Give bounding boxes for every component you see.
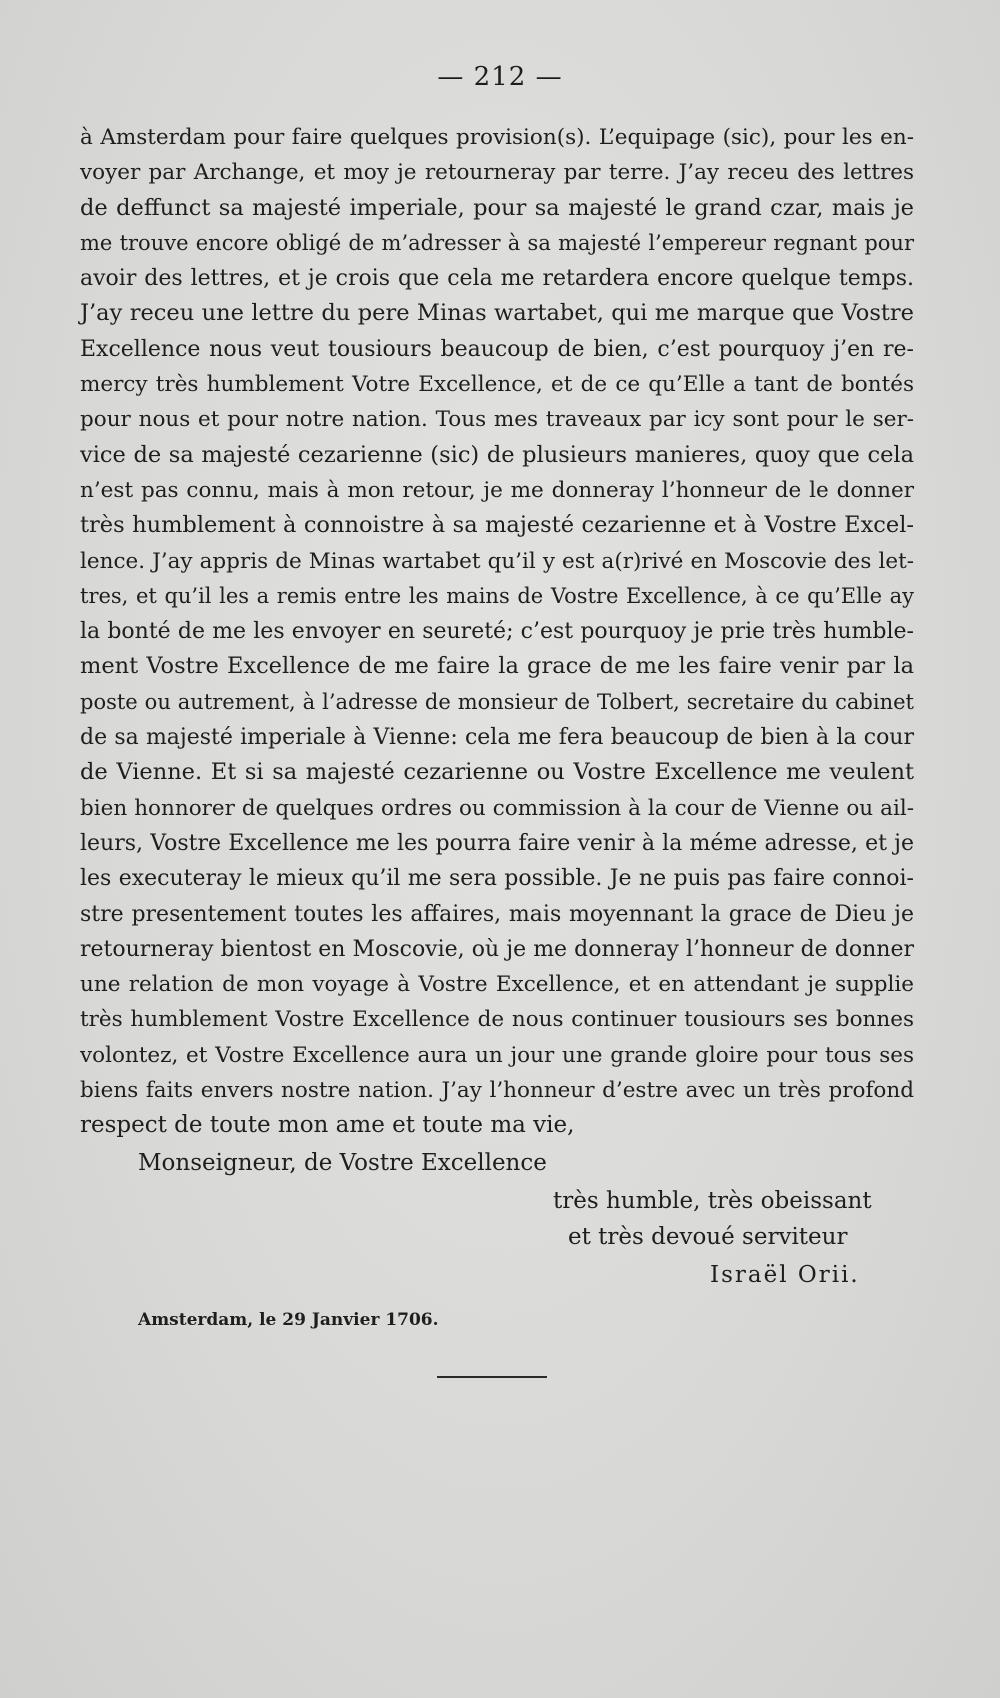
text-line: leurs, Vostre Excellence me les pourra faire venir à la méme adresse, et je: [80, 830, 914, 856]
text-line: biens faits envers nostre nation. J’ay l’honneur d’estre avec un très profond: [80, 1078, 914, 1104]
text-line: stre presentement toutes les affaires, mais moyennant la grace de Dieu je: [80, 901, 914, 927]
text-line: avoir des lettres, et je crois que cela me retardera encore quelque temps.: [80, 266, 914, 292]
text-line: mercy très humblement Votre Excellence, et de ce qu’Elle a tant de bontés: [80, 372, 914, 398]
end-rule: [437, 1376, 547, 1378]
text-line: pour nous et pour notre nation. Tous mes traveaux par icy sont pour le ser-: [80, 407, 914, 433]
text-line: voyer par Archange, et moy je retourneray par terre. J’ay receu des lettres: [80, 160, 914, 186]
text-line: de sa majesté imperiale à Vienne: cela me fera beaucoup de bien à la cour: [80, 725, 914, 751]
letter-body: [80, 120, 914, 1144]
text-line: tres, et qu’il les a remis entre les mains de Vostre Excellence, à ce qu’Elle ay: [80, 583, 914, 608]
place-date: Amsterdam, le 29 Janvier 1706.: [138, 1310, 439, 1330]
text-line: vice de sa majesté cezarienne (sic) de plusieurs manieres, quoy que cela: [80, 441, 914, 468]
text-line: Excellence nous veut tousiours beaucoup de bien, c’est pourquoy j’en re-: [80, 336, 914, 362]
text-line: poste ou autrement, à l’adresse de monsieur de Tolbert, secretaire du cabinet: [80, 689, 914, 714]
text-line: à Amsterdam pour faire quelques provision(s). L’equipage (sic), pour les en-: [80, 125, 914, 150]
text-line: très humblement à connoistre à sa majesté cezarienne et à Vostre Excel-: [80, 512, 914, 539]
closing-line: et très devoué serviteur: [568, 1224, 848, 1250]
text-line: de deffunct sa majesté imperiale, pour sa majesté le grand czar, mais je: [80, 194, 914, 221]
text-line: me trouve encore obligé de m’adresser à sa majesté l’empereur regnant pour: [80, 230, 914, 255]
text-line: une relation de mon voyage à Vostre Excellence, et en attendant je supplie: [80, 972, 914, 998]
text-line: n’est pas connu, mais à mon retour, je me donneray l’honneur de le donner: [80, 477, 914, 503]
signature: Israël Orii.: [710, 1262, 860, 1288]
text-line: respect de toute mon ame et toute ma vie,: [80, 1112, 575, 1139]
closing-line: très humble, très obeissant: [553, 1188, 872, 1214]
text-line: très humblement Vostre Excellence de nous continuer tousiours ses bonnes: [80, 1007, 914, 1033]
salutation: Monseigneur, de Vostre Excellence: [138, 1150, 547, 1176]
text-line: bien honnorer de quelques ordres ou commission à la cour de Vienne ou ail-: [80, 795, 914, 821]
text-line: J’ay receu une lettre du pere Minas wartabet, qui me marque que Vostre: [80, 300, 914, 327]
page-number: — 212 —: [437, 62, 563, 92]
text-line: retourneray bientost en Moscovie, où je me donneray l’honneur de donner: [80, 936, 914, 962]
text-line: de Vienne. Et si sa majesté cezarienne ou Vostre Excellence me veulent: [80, 759, 914, 786]
text-line: ment Vostre Excellence de me faire la grace de me les faire venir par la: [80, 653, 914, 680]
text-line: les executeray le mieux qu’il me sera possible. Je ne puis pas faire connoi-: [80, 866, 914, 892]
text-line: volontez, et Vostre Excellence aura un jour une grande gloire pour tous ses: [80, 1042, 914, 1068]
text-line: lence. J’ay appris de Minas wartabet qu’il y est a(r)rivé en Moscovie des let-: [80, 548, 914, 574]
text-line: la bonté de me les envoyer en seureté; c’est pourquoy je prie très humble-: [80, 619, 914, 645]
